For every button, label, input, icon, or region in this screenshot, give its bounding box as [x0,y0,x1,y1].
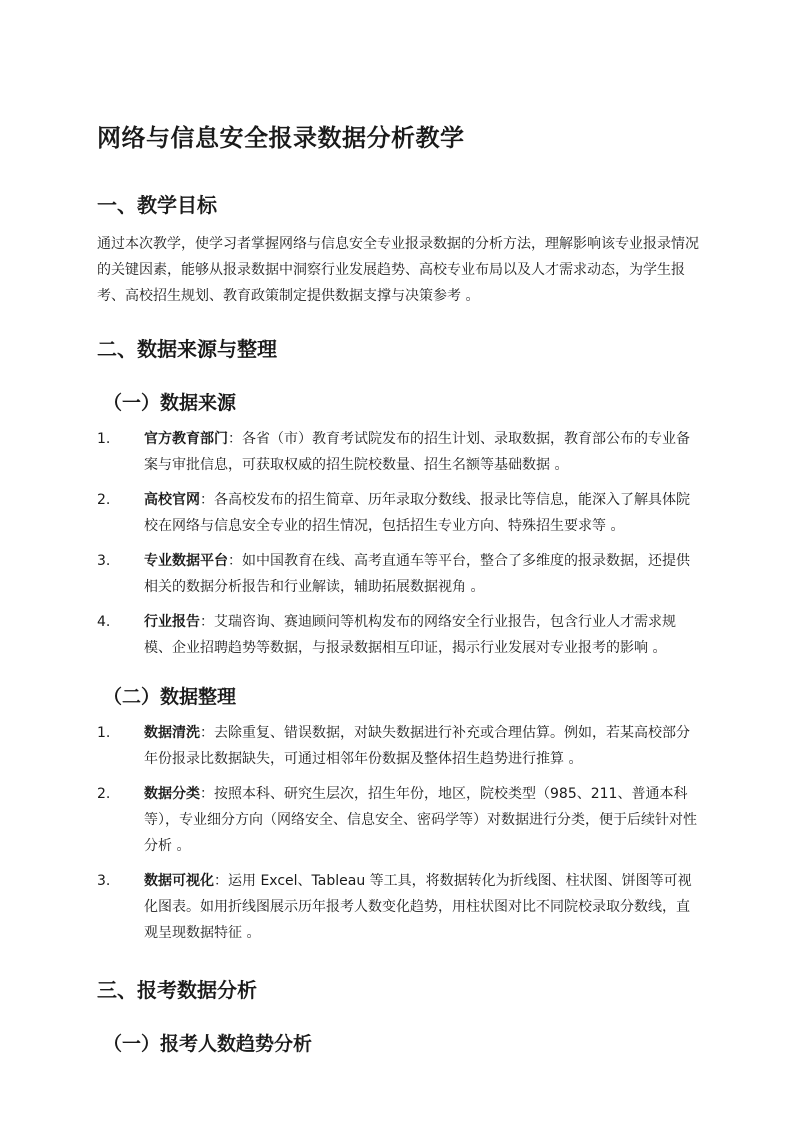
list-item-term: 数据可视化 [144,873,214,889]
section-heading-goals: 一、教学目标 [97,193,217,217]
list-item-text: ：运用 Excel、Tableau 等工具，将数据转化为折线图、柱状图、饼图等可视化图表。如用折线图展示历年报考人数变化趋势，用柱状图对比不同院校录取分数线，直观呈现数据特征 。 [144,873,692,941]
list-item [97,487,702,539]
section-heading-application-analysis: 三、报考数据分析 [97,978,257,1002]
list-item-term: 专业数据平台 [144,553,228,569]
subsection-heading-applicant-trend: （一）报考人数趋势分析 [103,1033,313,1055]
list-item-term: 数据清洗 [144,725,200,741]
list-item-text: ：按照本科、研究生层次，招生年份，地区，院校类型（985、211、普通本科等），专业细分方向（网络安全、信息安全、密码学等）对数据进行分类，便于后续针对性分析 。 [144,786,697,854]
document-title: 网络与信息安全报录数据分析教学 [97,124,465,152]
data-organization-list [97,720,702,946]
list-item [97,868,702,946]
list-item-text: ：如中国教育在线、高考直通车等平台，整合了多维度的报录数据，还提供相关的数据分析报告和行业解读，辅助拓展数据视角 。 [144,553,690,595]
goals-paragraph: 通过本次教学，使学习者掌握网络与信息安全专业报录数据的分析方法，理解影响该专业报录情况的关键因素，能够从报录数据中洞察行业发展趋势、高校专业布局以及人才需求动态，为学生报考、高校招生规划、教育政策制定提供数据支撑与决策参考 。 [97,236,699,304]
list-item-term: 官方教育部门 [144,431,228,447]
list-item-number: 1. [97,725,111,741]
list-item-number: 3. [97,553,111,569]
list-item-text: ：各高校发布的招生简章、历年录取分数线、报录比等信息，能深入了解具体院校在网络与信息安全专业的招生情况，包括招生专业方向、特殊招生要求等 。 [144,492,690,534]
list-item [97,426,702,478]
list-item-text: ：各省（市）教育考试院发布的招生计划、录取数据，教育部公布的专业备案与审批信息，可获取权威的招生院校数量、招生名额等基础数据 。 [144,431,690,473]
subsection-heading-data-organization: （二）数据整理 [103,686,237,708]
list-item [97,609,702,661]
list-item-number: 2. [97,492,111,508]
section-heading-data-source-organization: 二、数据来源与整理 [97,337,277,361]
list-item-text: ：艾瑞咨询、赛迪顾问等机构发布的网络安全行业报告，包含行业人才需求规模、企业招聘趋势等数据，与报录数据相互印证，揭示行业发展对专业报考的影响 。 [144,614,676,656]
data-source-list [97,426,702,661]
list-item-number: 3. [97,873,111,889]
list-item-number: 2. [97,786,111,802]
subsection-heading-data-source: （一）数据来源 [103,392,237,414]
list-item-term: 数据分类 [144,786,200,802]
list-item-term: 高校官网 [144,492,200,508]
list-item-term: 行业报告 [144,614,200,630]
list-item-text: ：去除重复、错误数据，对缺失数据进行补充或合理估算。例如，若某高校部分年份报录比数据缺失，可通过相邻年份数据及整体招生趋势进行推算 。 [144,725,690,767]
list-item [97,548,702,600]
list-item-number: 1. [97,431,111,447]
list-item [97,781,702,859]
list-item [97,720,702,772]
list-item-number: 4. [97,614,111,630]
